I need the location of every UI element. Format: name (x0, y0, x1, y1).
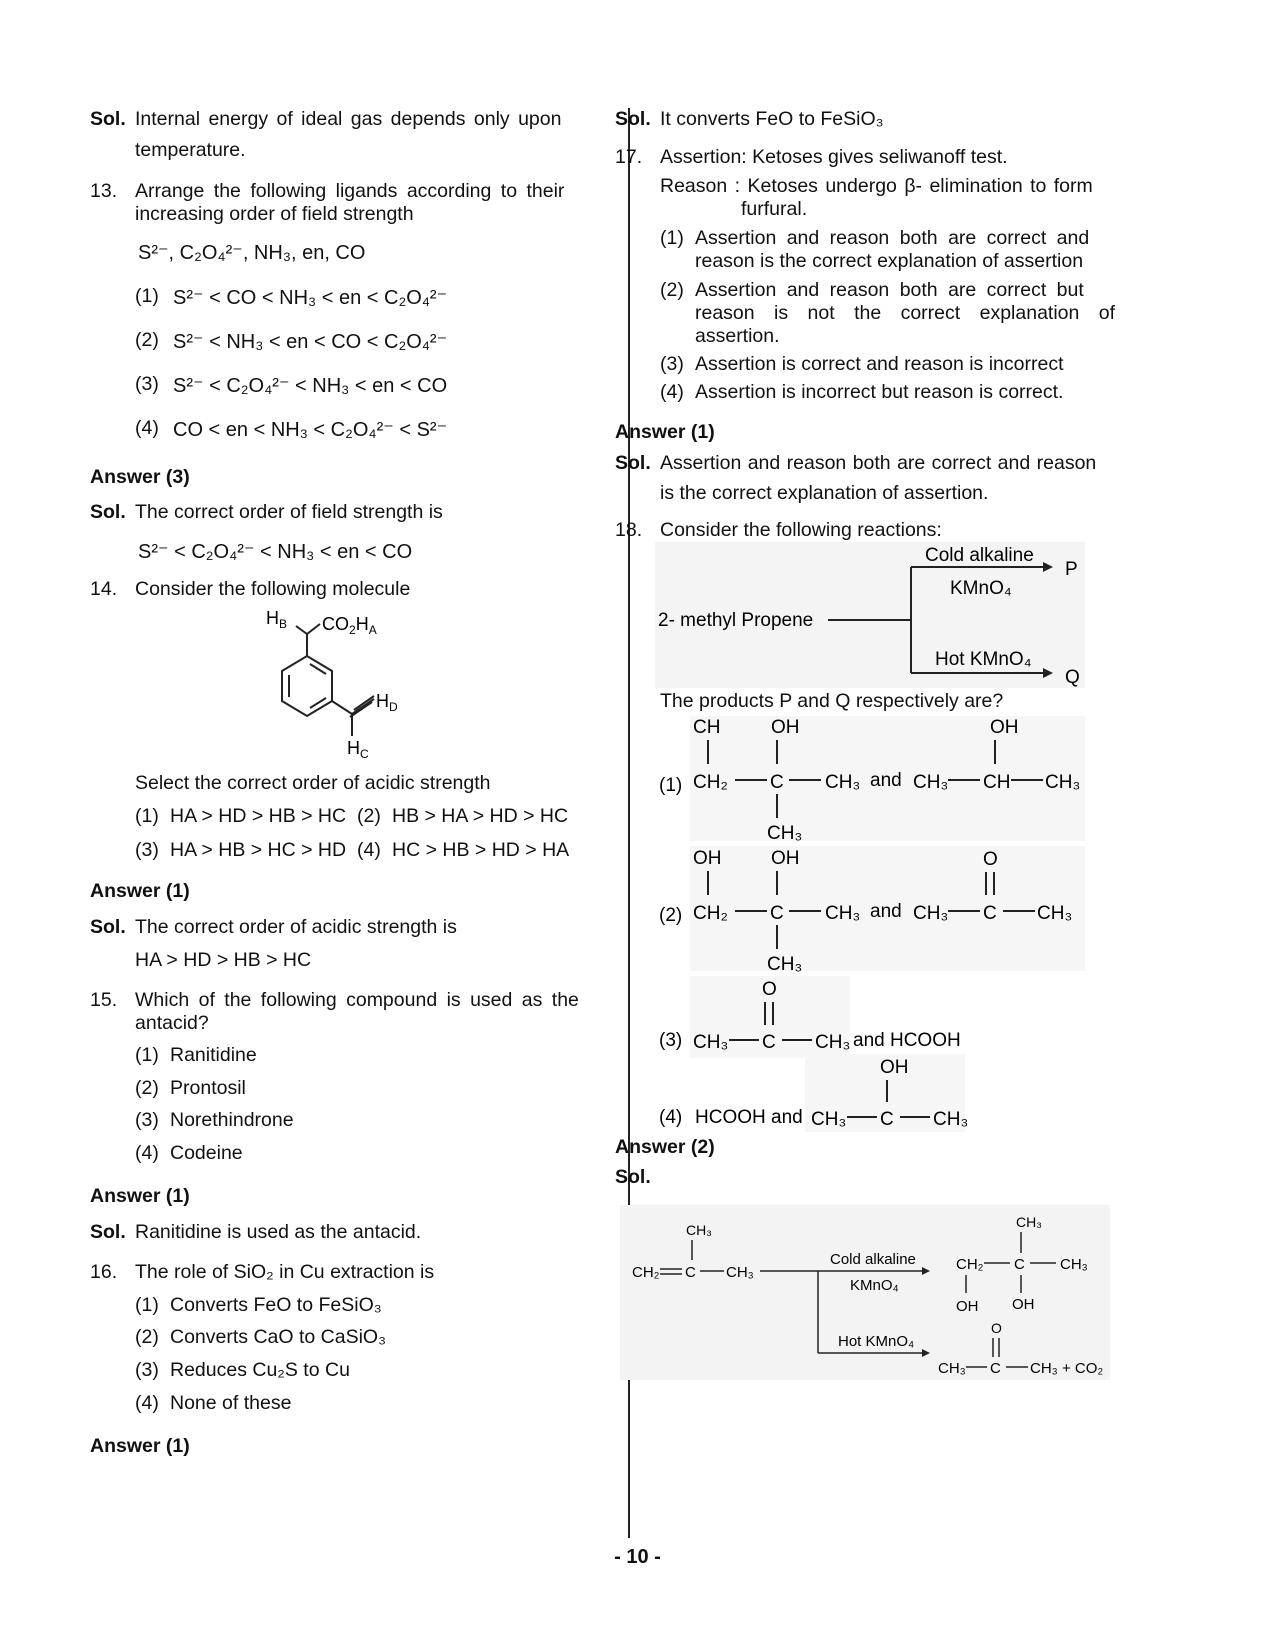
question-text: Consider the following molecule (135, 578, 411, 600)
option-number[interactable]: (1) (659, 775, 683, 796)
sol-text: The correct order of field strength is (135, 501, 443, 523)
and-label: and (870, 770, 902, 791)
ch2-label: CH₂ (693, 903, 728, 924)
option-number[interactable]: (2) (659, 905, 683, 926)
c-label: C (762, 1032, 776, 1053)
option-number[interactable]: (3) (659, 1030, 683, 1051)
option-text[interactable]: HA > HD > HB > HC (170, 805, 347, 827)
c-label: C (685, 1264, 696, 1281)
option-number[interactable]: (2) (357, 805, 381, 827)
ch-label: CH (693, 717, 721, 738)
option-text[interactable]: Assertion is incorrect but reason is correct. (695, 381, 1064, 403)
sol-label: Sol. (90, 1221, 126, 1243)
option-text[interactable]: assertion. (695, 325, 780, 347)
option-number[interactable]: (4) (135, 1142, 159, 1164)
o-label: O (991, 1320, 1002, 1336)
c-label: C (880, 1109, 894, 1130)
product-q: Q (1065, 667, 1080, 688)
question-text: Select the correct order of acidic strength (135, 772, 491, 794)
reactant-label: 2- methyl Propene (658, 610, 814, 631)
sol-text: It converts FeO to FeSiO₃ (660, 108, 884, 130)
oh-label: OH (771, 848, 800, 869)
question-text: antacid? (135, 1012, 209, 1034)
c-label: C (983, 903, 997, 924)
ch3-label: CH₃ (767, 954, 803, 975)
hd-label: $H_D$ (376, 691, 398, 714)
option-number[interactable]: (3) (135, 1109, 159, 1131)
ch3-co2-label: CH₃ + CO₂ (1030, 1360, 1104, 1377)
ch3-label: CH₃ (811, 1109, 847, 1130)
ch2-label: CH₂ (956, 1256, 984, 1273)
sol-order: HA > HD > HB > HC (135, 949, 312, 971)
option-text[interactable]: None of these (170, 1392, 292, 1414)
ch2-label: CH₂ (632, 1264, 660, 1281)
question-number: 16. (90, 1261, 118, 1283)
answer-label: Answer (1) (90, 880, 190, 902)
ch-label: CH (983, 772, 1011, 793)
question-text: Which of the following compound is used as the (135, 989, 579, 1011)
option-text[interactable]: Converts CaO to CaSiO₃ (170, 1326, 387, 1348)
option-text[interactable]: reason is not the correct explanation of (695, 302, 1116, 324)
option-number[interactable]: (1) (135, 805, 159, 827)
option-text[interactable]: Converts FeO to FeSiO₃ (170, 1294, 382, 1316)
ch3-label: CH₃ (767, 823, 803, 844)
oh-label: OH (1012, 1296, 1035, 1313)
ligand-list: S²⁻, C₂O₄²⁻, NH₃, en, CO (138, 242, 366, 264)
hc-label: $H_C$ (347, 738, 369, 761)
oh-label: OH (693, 848, 722, 869)
c-label: C (770, 903, 784, 924)
q18-options-structures[interactable] (655, 712, 1095, 1132)
ch3-label: CH₃ (693, 1032, 729, 1053)
option-number[interactable]: (4) (659, 1107, 683, 1128)
ch3-label: CH₃ (933, 1109, 969, 1130)
sol-label: Sol. (90, 108, 126, 130)
ch3-label: CH₃ (938, 1360, 966, 1377)
sol-label: Sol. (615, 452, 651, 474)
assertion-text: Assertion: Ketoses gives seliwanoff test. (660, 146, 1008, 168)
option-number[interactable]: (3) (135, 373, 159, 395)
reason-text: Reason : Ketoses undergo β- elimination to form (660, 175, 1093, 197)
c-label: C (990, 1360, 1001, 1377)
solution-scheme (620, 1205, 1110, 1380)
ch3-label: CH₃ (1037, 903, 1073, 924)
option-number[interactable]: (4) (357, 839, 381, 861)
option-text[interactable]: S²⁻ < CO < NH₃ < en < C₂O₄²⁻ (173, 287, 448, 309)
option-text[interactable]: HB > HA > HD > HC (392, 805, 569, 827)
option-number[interactable]: (2) (135, 1326, 159, 1348)
ch3-label: CH₃ (686, 1222, 712, 1238)
ch3-label: CH₃ (815, 1032, 851, 1053)
option-text[interactable]: Ranitidine (170, 1044, 257, 1066)
hcooh-label: and HCOOH (853, 1030, 961, 1051)
question-number: 13. (90, 180, 118, 202)
hcooh-label: HCOOH and (695, 1107, 803, 1128)
ch3-label: CH₃ (1060, 1256, 1088, 1273)
answer-label: Answer (3) (90, 466, 190, 488)
c-label: C (1014, 1256, 1025, 1273)
question-number: 18. (615, 519, 643, 541)
oh-label: OH (990, 717, 1019, 738)
option-number[interactable]: (2) (135, 1077, 159, 1099)
option-text[interactable]: Codeine (170, 1142, 243, 1164)
bottom-condition: Hot KMnO₄ (935, 649, 1032, 670)
top-condition: Cold alkaline (925, 545, 1034, 566)
ch3-label: CH₃ (825, 903, 861, 924)
option-text[interactable]: Norethindrone (170, 1109, 294, 1131)
question-number: 14. (90, 578, 118, 600)
question-text: The role of SiO₂ in Cu extraction is (135, 1261, 435, 1283)
top-reagent: KMnO₄ (950, 578, 1012, 599)
condition-label: Cold alkaline (830, 1251, 916, 1268)
hb-label: $H_B$ (266, 608, 288, 631)
option-text[interactable]: S²⁻ < C₂O₄²⁻ < NH₃ < en < CO (173, 375, 448, 397)
option-text[interactable]: CO < en < NH₃ < C₂O₄²⁻ < S²⁻ (173, 419, 448, 441)
molecule-structure (262, 604, 422, 766)
ch3-label: CH₃ (1016, 1214, 1042, 1230)
option-text[interactable]: S²⁻ < NH₃ < en < CO < C₂O₄²⁻ (173, 331, 448, 353)
option-number[interactable]: (1) (135, 285, 159, 307)
option-number[interactable]: (1) (135, 1294, 159, 1316)
sol-text: Assertion and reason both are correct and reason (660, 452, 1097, 474)
option-number[interactable]: (2) (660, 279, 684, 301)
option-number[interactable]: (3) (660, 353, 684, 375)
product-p: P (1065, 559, 1078, 580)
question-text: Consider the following reactions: (660, 519, 942, 541)
question-number: 15. (90, 989, 118, 1011)
ch3-label: CH₃ (1045, 772, 1081, 793)
question-number: 17. (615, 146, 643, 168)
answer-label: Answer (1) (90, 1185, 190, 1207)
question-text: The products P and Q respectively are? (660, 690, 1004, 712)
option-number[interactable]: (4) (660, 381, 684, 403)
answer-label: Answer (1) (615, 421, 715, 443)
sol-order: S²⁻ < C₂O₄²⁻ < NH₃ < en < CO (138, 541, 413, 563)
sol-label: Sol. (90, 916, 126, 938)
option-number[interactable]: (1) (135, 1044, 159, 1066)
condition-label: Hot KMnO₄ (838, 1333, 915, 1350)
oh-label: OH (880, 1057, 909, 1078)
sol-text: temperature. (135, 139, 246, 161)
reason-text: furfural. (741, 198, 808, 220)
option-number[interactable]: (3) (135, 1359, 159, 1381)
option-text[interactable]: Reduces Cu₂S to Cu (170, 1359, 350, 1381)
option-text[interactable]: Assertion and reason both are correct and (695, 227, 1090, 249)
option-text[interactable]: reason is the correct explanation of assertion (695, 250, 1084, 272)
option-number[interactable]: (2) (135, 329, 159, 351)
option-number[interactable]: (1) (660, 227, 684, 249)
reaction-scheme (655, 540, 1095, 690)
option-text[interactable]: Prontosil (170, 1077, 246, 1099)
sol-text: The correct order of acidic strength is (135, 916, 457, 938)
and-label: and (870, 901, 902, 922)
ch3-label: CH₃ (825, 772, 861, 793)
question-text: Arrange the following ligands according to their (135, 180, 565, 202)
o-label: O (762, 979, 777, 1000)
sol-text: Ranitidine is used as the antacid. (135, 1221, 422, 1243)
option-number[interactable]: (4) (135, 1392, 159, 1414)
c-label: C (770, 772, 784, 793)
ch3-label: CH₃ (913, 772, 949, 793)
sol-label: Sol. (615, 108, 651, 130)
co2h-label: $CO_2H_A$ (322, 614, 377, 637)
option-number[interactable]: (3) (135, 839, 159, 861)
option-text[interactable]: Assertion and reason both are correct but (695, 279, 1084, 301)
option-number[interactable]: (4) (135, 417, 159, 439)
oh-label: OH (956, 1298, 979, 1315)
sol-text: is the correct explanation of assertion. (660, 482, 989, 504)
ch2-label: CH₂ (693, 772, 728, 793)
reagent-label: KMnO₄ (850, 1277, 899, 1294)
o-label: O (983, 849, 998, 870)
ch3-label: CH₃ (726, 1264, 754, 1281)
option-text[interactable]: HC > HB > HD > HA (392, 839, 570, 861)
ch3-label: CH₃ (913, 903, 949, 924)
page-number: - 10 - (614, 1546, 661, 1568)
option-text[interactable]: HA > HB > HC > HD (170, 839, 347, 861)
sol-label: Sol. (90, 501, 126, 523)
oh-label: OH (771, 717, 800, 738)
sol-text: Internal energy of ideal gas depends only upon (135, 108, 562, 130)
option-text[interactable]: Assertion is correct and reason is incorrect (695, 353, 1064, 375)
question-text: increasing order of field strength (135, 203, 414, 225)
answer-label: Answer (2) (615, 1136, 715, 1158)
sol-label: Sol. (615, 1166, 651, 1188)
answer-label: Answer (1) (90, 1435, 190, 1457)
